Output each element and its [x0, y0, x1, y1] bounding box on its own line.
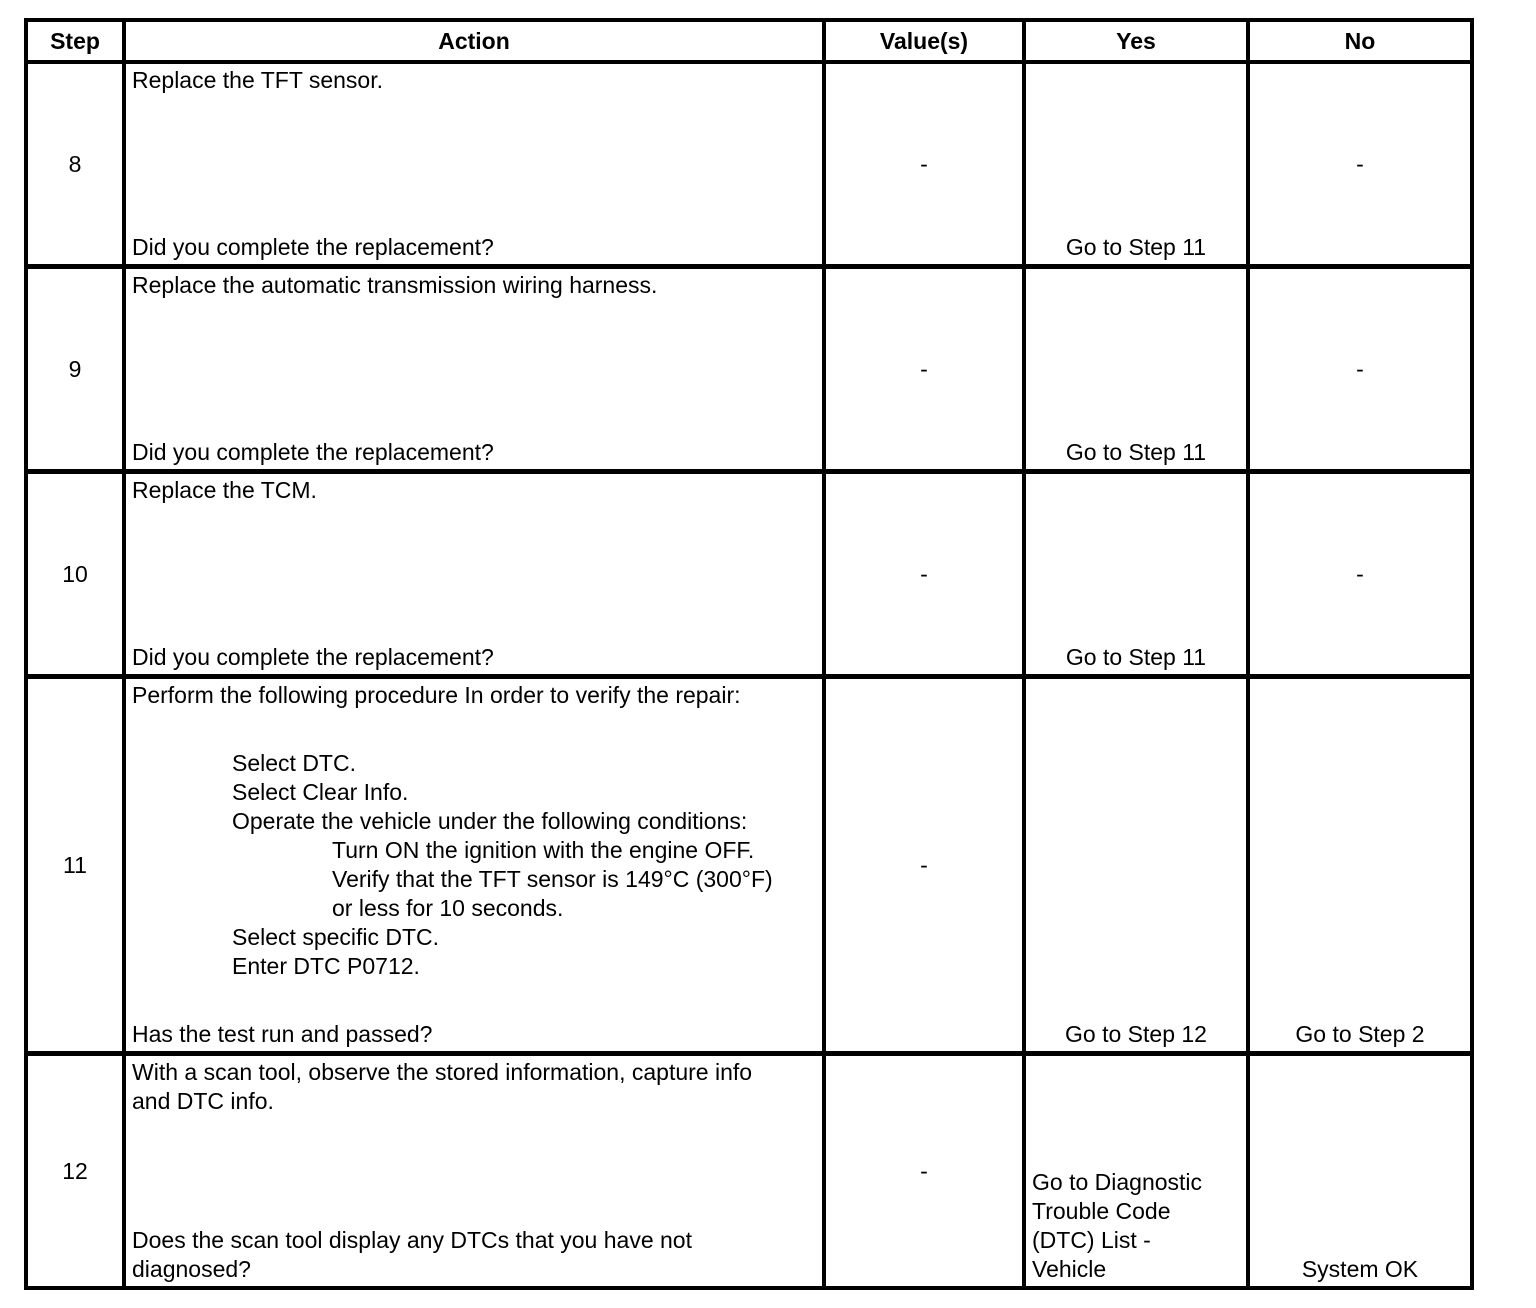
action-text: Replace the automatic transmission wiring harness.: [132, 272, 658, 298]
header-yes: [1026, 22, 1246, 60]
action-procedure: [132, 681, 816, 981]
no-cell: [1250, 269, 1470, 469]
yes-text-line: Trouble Code: [1032, 1198, 1171, 1224]
values-text: -: [920, 851, 928, 878]
values-text: -: [920, 1157, 928, 1184]
action-text-line: With a scan tool, observe the stored information, capture info: [132, 1059, 753, 1085]
step-number: 10: [62, 560, 88, 587]
procedure-step: Select specific DTC.: [232, 924, 440, 950]
header-no-label: No: [1344, 27, 1376, 54]
yes-cell: [1026, 64, 1246, 264]
values-text: -: [920, 355, 928, 382]
no-text: -: [1356, 150, 1364, 177]
procedure-step: Enter DTC P0712.: [232, 953, 420, 979]
no-text: -: [1356, 355, 1364, 382]
no-text: System OK: [1301, 1256, 1419, 1282]
values-cell: [826, 474, 1022, 674]
action-text: Replace the TCM.: [132, 477, 317, 503]
step-cell: [28, 679, 122, 1051]
no-text: -: [1356, 560, 1364, 587]
step-cell: [28, 269, 122, 469]
yes-cell: [1026, 269, 1246, 469]
header-step-label: Step: [50, 27, 100, 54]
action-question: Did you complete the replacement?: [132, 234, 494, 260]
action-cell: [126, 474, 822, 674]
no-cell: [1250, 1056, 1470, 1286]
action-question: Has the test run and passed?: [132, 1021, 433, 1047]
header-action-label: Action: [438, 27, 510, 54]
step-number: 12: [62, 1157, 88, 1184]
action-question-line: diagnosed?: [132, 1256, 251, 1282]
procedure-step: Select DTC.: [232, 750, 356, 776]
header-yes-label: Yes: [1116, 27, 1156, 54]
action-text: Replace the TFT sensor.: [132, 67, 384, 93]
step-cell: [28, 64, 122, 264]
yes-text-line: (DTC) List -: [1032, 1227, 1151, 1253]
step-number: 11: [63, 851, 87, 878]
no-cell: [1250, 64, 1470, 264]
action-question: [132, 1226, 816, 1284]
action-cell: [126, 64, 822, 264]
header-step: [28, 22, 122, 60]
step-cell: [28, 474, 122, 674]
no-cell: [1250, 679, 1470, 1051]
action-intro: Perform the following procedure In order to verify the repair:: [132, 682, 741, 708]
diagnostic-table: [24, 18, 1474, 1290]
action-cell: [126, 269, 822, 469]
yes-text: [1032, 1168, 1242, 1284]
action-question-line: Does the scan tool display any DTCs that you have not: [132, 1227, 692, 1253]
procedure-substep: Verify that the TFT sensor is 149°C (300°F): [332, 866, 773, 892]
yes-cell: [1026, 679, 1246, 1051]
action-question: Did you complete the replacement?: [132, 644, 494, 670]
procedure-substep: or less for 10 seconds.: [332, 895, 564, 921]
values-cell: [826, 64, 1022, 264]
values-text: -: [920, 150, 928, 177]
step-cell: [28, 1056, 122, 1286]
yes-text: Go to Step 11: [1065, 439, 1207, 465]
no-cell: [1250, 474, 1470, 674]
procedure-substep: Turn ON the ignition with the engine OFF.: [332, 837, 755, 863]
action-cell: [126, 1056, 822, 1286]
procedure-step: Operate the vehicle under the following conditions:: [232, 808, 748, 834]
yes-text: Go to Step 11: [1065, 644, 1207, 670]
yes-cell: [1026, 474, 1246, 674]
header-no: [1250, 22, 1470, 60]
action-cell: [126, 679, 822, 1051]
values-text: -: [920, 560, 928, 587]
header-action: [126, 22, 822, 60]
procedure-step: Select Clear Info.: [232, 779, 409, 805]
step-number: 8: [68, 150, 82, 177]
header-values-label: Value(s): [879, 27, 969, 54]
values-cell: [826, 269, 1022, 469]
yes-cell: [1026, 1056, 1246, 1286]
values-cell: [826, 679, 1022, 1051]
yes-text-line: Vehicle: [1032, 1256, 1107, 1282]
step-number: 9: [68, 355, 82, 382]
yes-text: Go to Step 11: [1065, 234, 1207, 260]
no-text: Go to Step 2: [1295, 1021, 1425, 1047]
values-cell: [826, 1056, 1022, 1286]
action-question: Did you complete the replacement?: [132, 439, 494, 465]
yes-text-line: Go to Diagnostic: [1032, 1169, 1203, 1195]
header-values: [826, 22, 1022, 60]
action-text: [132, 1058, 816, 1116]
yes-text: Go to Step 12: [1065, 1021, 1207, 1047]
action-text-line: and DTC info.: [132, 1088, 274, 1114]
